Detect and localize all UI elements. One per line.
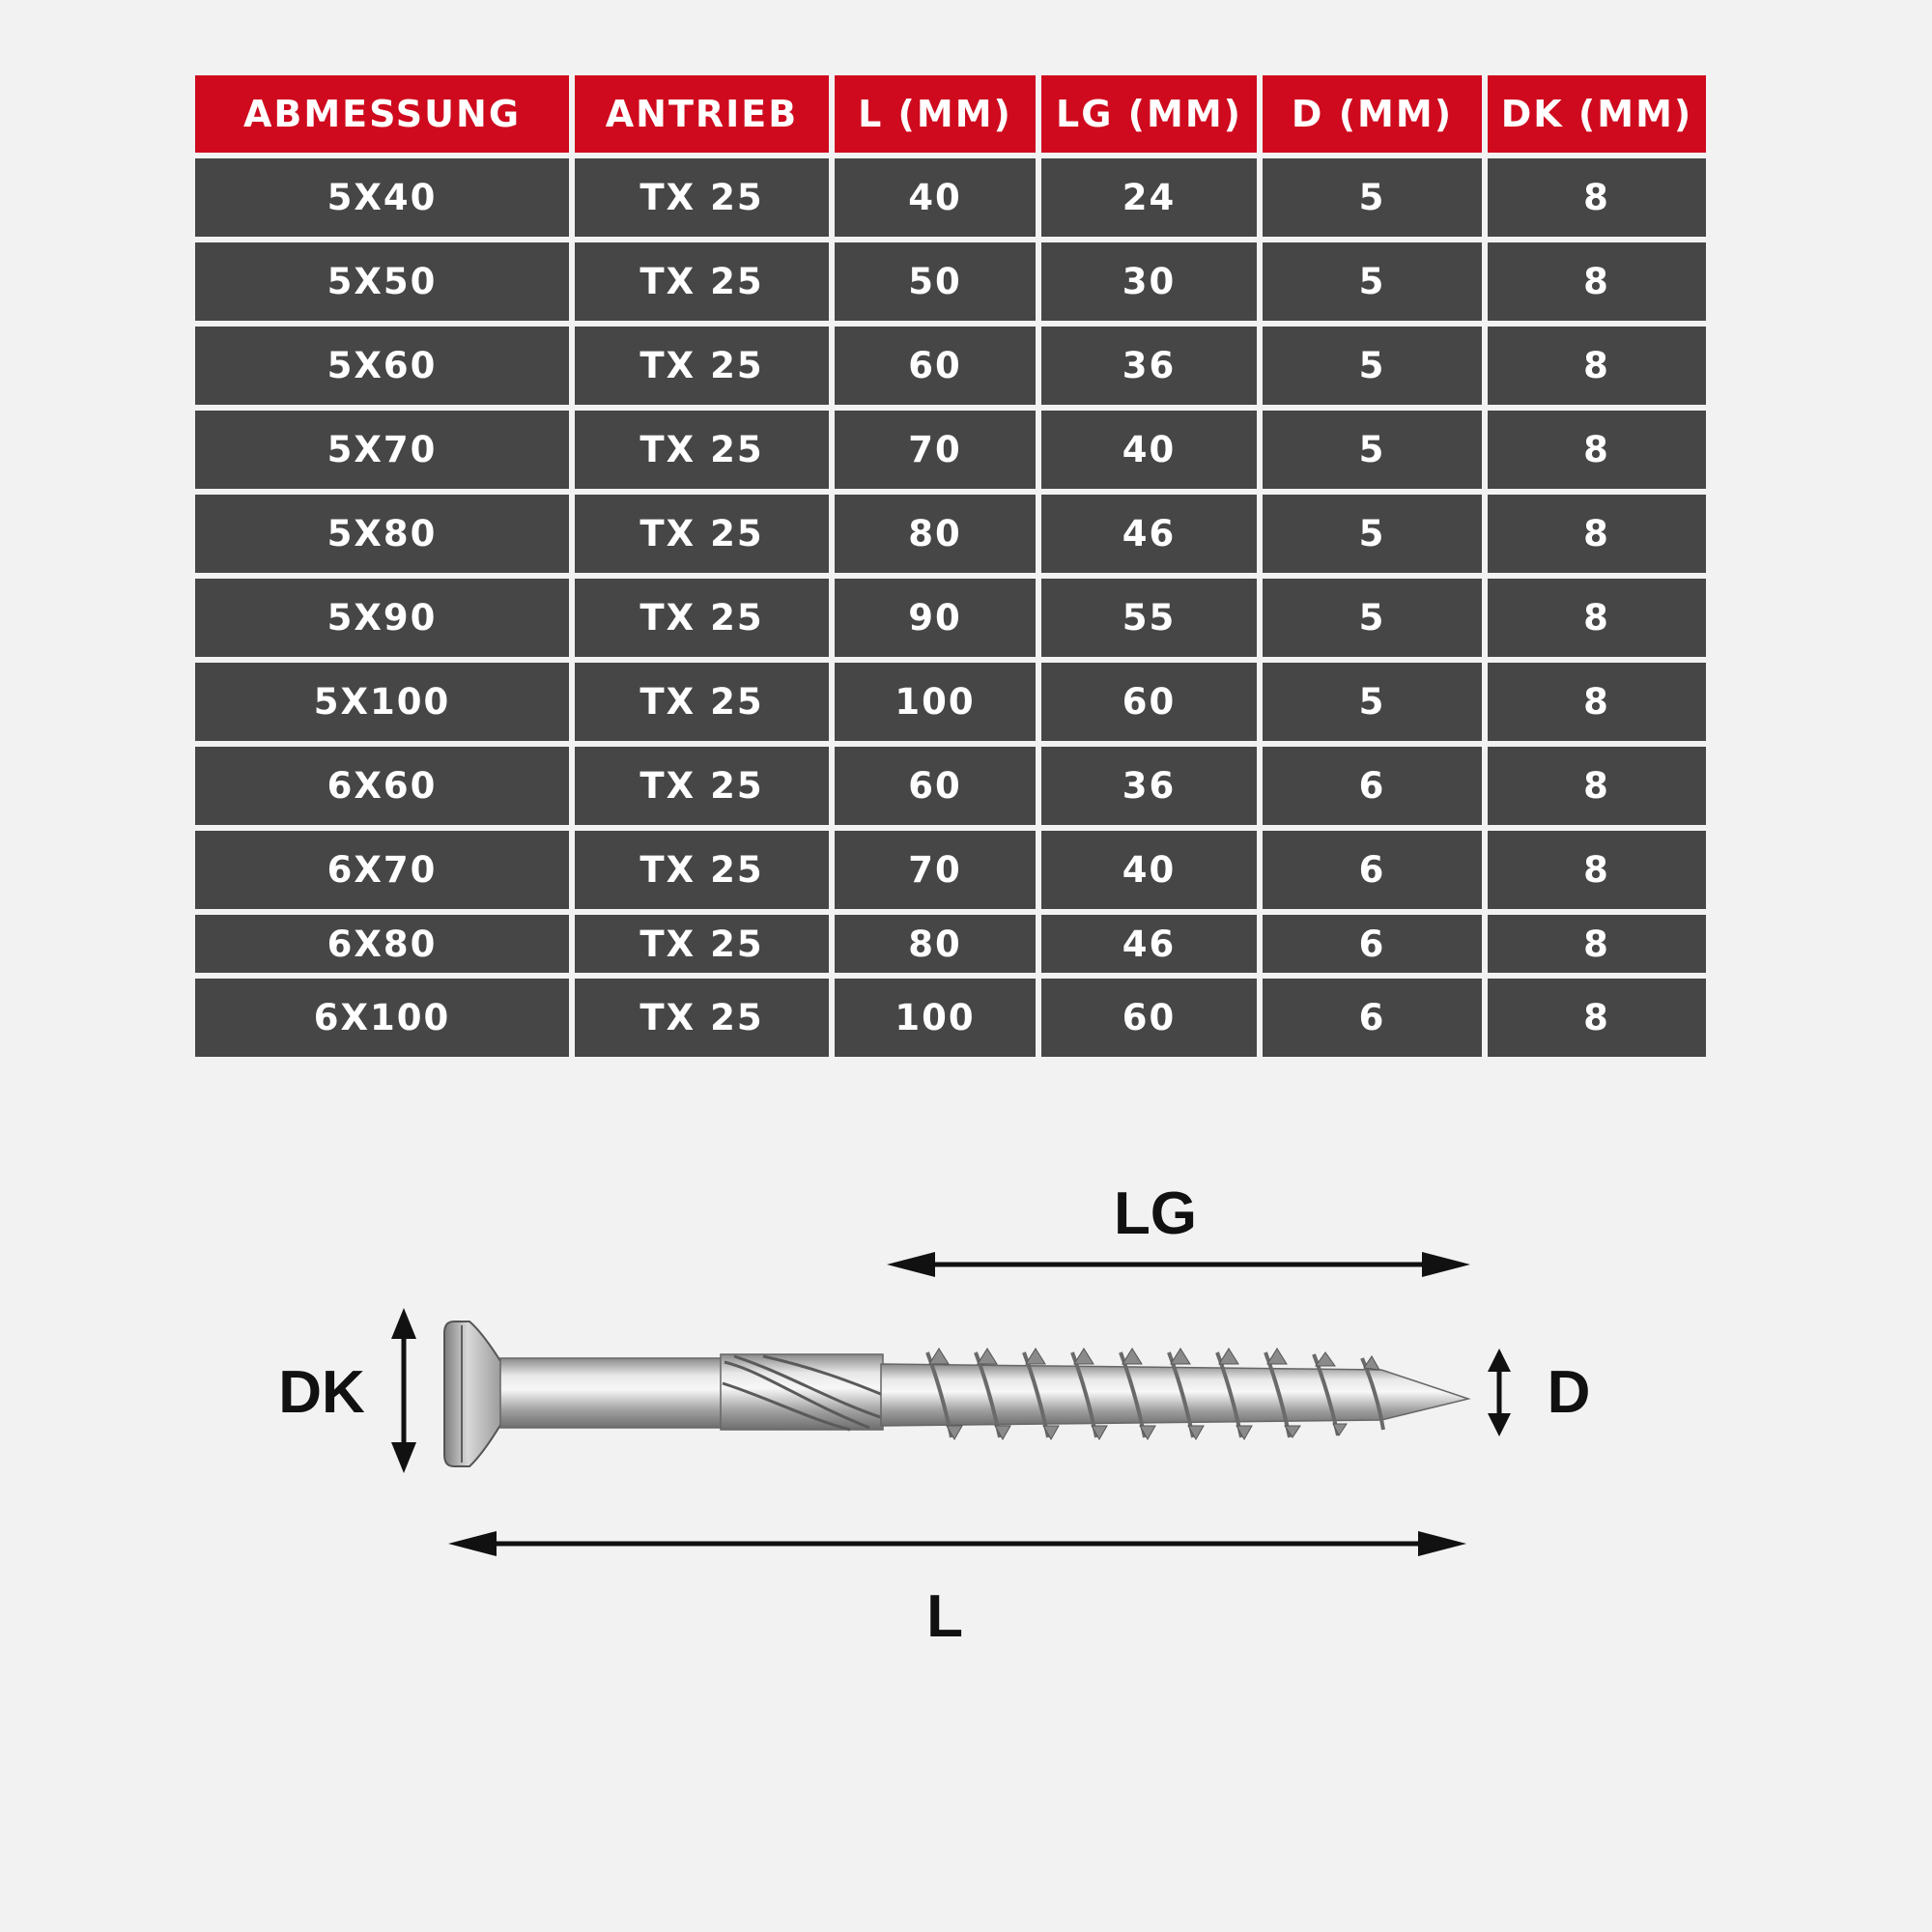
cell-dk: 8 xyxy=(1488,158,1706,237)
table-row xyxy=(195,831,1706,909)
cell-antrieb: TX 25 xyxy=(575,411,829,489)
cell-antrieb: TX 25 xyxy=(575,747,829,825)
cell-abmessung: 5X50 xyxy=(195,242,569,321)
cell-dk: 8 xyxy=(1488,495,1706,573)
cell-d: 6 xyxy=(1263,915,1482,973)
table-row xyxy=(195,411,1706,489)
header-lg: LG (MM) xyxy=(1041,75,1257,153)
cell-d: 6 xyxy=(1263,747,1482,825)
d-arrow xyxy=(1488,1349,1511,1436)
cell-abmessung: 6X80 xyxy=(195,915,569,973)
d-label: D xyxy=(1547,1359,1591,1426)
cell-abmessung: 5X80 xyxy=(195,495,569,573)
cell-abmessung: 6X70 xyxy=(195,831,569,909)
cell-dk: 8 xyxy=(1488,915,1706,973)
dimensions-table xyxy=(189,70,1712,1063)
cell-abmessung: 6X60 xyxy=(195,747,569,825)
cell-antrieb: TX 25 xyxy=(575,327,829,405)
cell-l: 60 xyxy=(835,747,1036,825)
cell-l: 100 xyxy=(835,663,1036,741)
cell-d: 5 xyxy=(1263,327,1482,405)
cell-l: 80 xyxy=(835,495,1036,573)
cell-lg: 60 xyxy=(1041,663,1257,741)
dk-label: DK xyxy=(278,1359,365,1426)
cell-d: 5 xyxy=(1263,242,1482,321)
table-row xyxy=(195,242,1706,321)
dk-arrow xyxy=(391,1308,416,1473)
table-row xyxy=(195,979,1706,1057)
table-row xyxy=(195,495,1706,573)
cell-lg: 36 xyxy=(1041,747,1257,825)
cell-d: 5 xyxy=(1263,158,1482,237)
table-row xyxy=(195,327,1706,405)
cell-antrieb: TX 25 xyxy=(575,242,829,321)
cell-dk: 8 xyxy=(1488,411,1706,489)
cell-antrieb: TX 25 xyxy=(575,663,829,741)
cell-dk: 8 xyxy=(1488,979,1706,1057)
cell-abmessung: 5X40 xyxy=(195,158,569,237)
cell-lg: 24 xyxy=(1041,158,1257,237)
cell-l: 80 xyxy=(835,915,1036,973)
cell-abmessung: 5X90 xyxy=(195,579,569,657)
cell-abmessung: 5X100 xyxy=(195,663,569,741)
cell-lg: 46 xyxy=(1041,915,1257,973)
cell-abmessung: 5X70 xyxy=(195,411,569,489)
table-header-row xyxy=(195,75,1706,153)
table-row xyxy=(195,747,1706,825)
cell-l: 60 xyxy=(835,327,1036,405)
cell-abmessung: 6X100 xyxy=(195,979,569,1057)
table-row xyxy=(195,663,1706,741)
cell-lg: 60 xyxy=(1041,979,1257,1057)
cell-lg: 46 xyxy=(1041,495,1257,573)
cell-antrieb: TX 25 xyxy=(575,915,829,973)
cell-dk: 8 xyxy=(1488,831,1706,909)
cell-d: 6 xyxy=(1263,831,1482,909)
cell-dk: 8 xyxy=(1488,327,1706,405)
cell-d: 5 xyxy=(1263,495,1482,573)
table-row xyxy=(195,579,1706,657)
header-abmessung: ABMESSUNG xyxy=(195,75,569,153)
header-antrieb: ANTRIEB xyxy=(575,75,829,153)
cell-d: 6 xyxy=(1263,979,1482,1057)
cell-antrieb: TX 25 xyxy=(575,495,829,573)
cell-d: 5 xyxy=(1263,579,1482,657)
cell-l: 90 xyxy=(835,579,1036,657)
cell-d: 5 xyxy=(1263,411,1482,489)
cell-abmessung: 5X60 xyxy=(195,327,569,405)
cell-antrieb: TX 25 xyxy=(575,831,829,909)
header-l: L (MM) xyxy=(835,75,1036,153)
cell-dk: 8 xyxy=(1488,663,1706,741)
cell-antrieb: TX 25 xyxy=(575,579,829,657)
cell-l: 70 xyxy=(835,411,1036,489)
cell-antrieb: TX 25 xyxy=(575,979,829,1057)
cell-lg: 40 xyxy=(1041,831,1257,909)
lg-label: LG xyxy=(1113,1180,1198,1247)
cell-l: 40 xyxy=(835,158,1036,237)
cell-dk: 8 xyxy=(1488,242,1706,321)
cell-l: 100 xyxy=(835,979,1036,1057)
cell-lg: 55 xyxy=(1041,579,1257,657)
cell-l: 70 xyxy=(835,831,1036,909)
header-d: D (MM) xyxy=(1263,75,1482,153)
cell-dk: 8 xyxy=(1488,579,1706,657)
lg-arrow xyxy=(887,1252,1470,1277)
cell-d: 5 xyxy=(1263,663,1482,741)
cell-l: 50 xyxy=(835,242,1036,321)
cell-antrieb: TX 25 xyxy=(575,158,829,237)
table-row xyxy=(195,158,1706,237)
screw-dimension-diagram xyxy=(0,1140,1932,1681)
cell-dk: 8 xyxy=(1488,747,1706,825)
header-dk: DK (MM) xyxy=(1488,75,1706,153)
l-label: L xyxy=(926,1583,963,1650)
cell-lg: 40 xyxy=(1041,411,1257,489)
table-row xyxy=(195,915,1706,973)
l-arrow xyxy=(448,1531,1466,1556)
cell-lg: 30 xyxy=(1041,242,1257,321)
cell-lg: 36 xyxy=(1041,327,1257,405)
screw-image xyxy=(444,1321,1468,1466)
